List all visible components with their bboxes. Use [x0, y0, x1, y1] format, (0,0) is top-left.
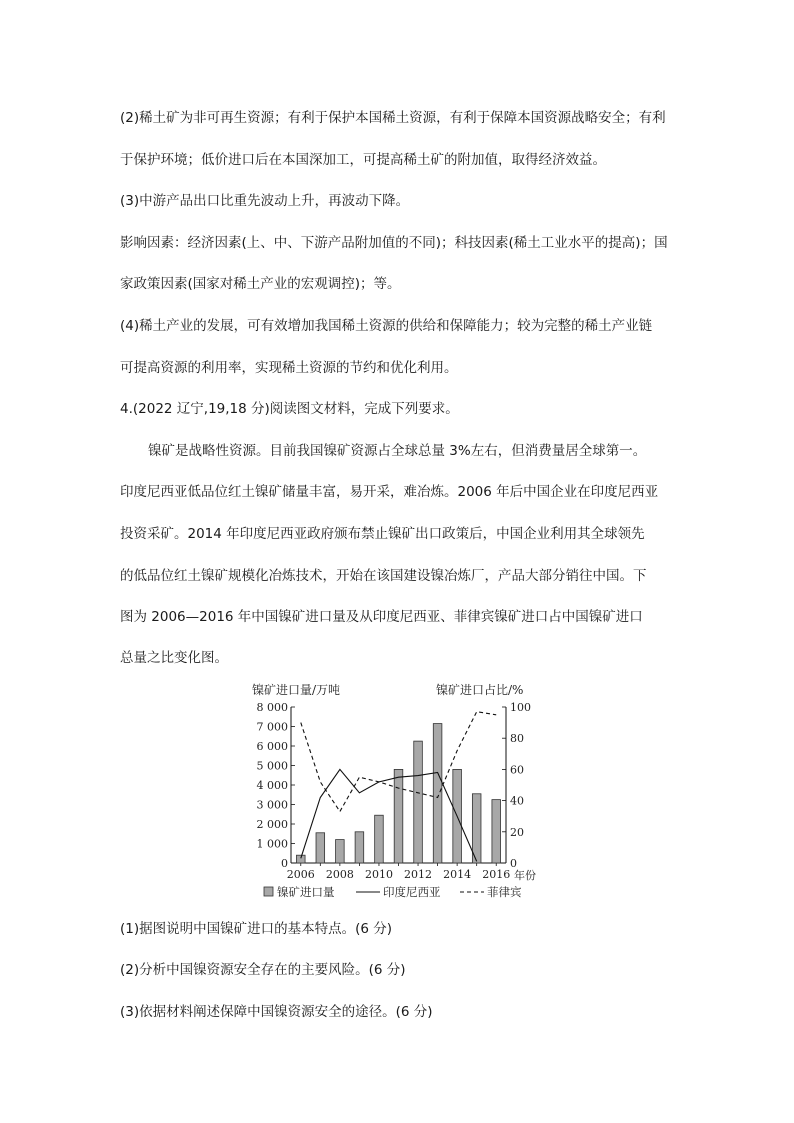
right-tick-label: 20: [510, 825, 524, 839]
left-axis-label: 镍矿进口量/万吨: [252, 683, 341, 697]
bar-nickel-import: [472, 794, 481, 863]
right-tick-label: 0: [510, 857, 517, 870]
plot-area: [257, 701, 532, 881]
left-tick-label: 4 000: [256, 779, 288, 792]
bar-nickel-import: [414, 741, 423, 863]
material-line-2: 印度尼西亚低品位红土镍矿储量丰富，易开采，难冶炼。2006 年后中国企业在印度尼西亚: [120, 484, 659, 500]
left-tick-label: 6 000: [256, 740, 288, 753]
answer-line-2: 于保护环境；低价进口后在本国深加工，可提高稀土矿的附加值，取得经济效益。: [120, 152, 606, 168]
material-line-3: 投资采矿。2014 年印度尼西亚政府颁布禁止镍矿出口政策后，中国企业利用其全球领先: [120, 526, 645, 542]
x-tick-label: 2006: [286, 868, 315, 881]
sub-question-3: (3)依据材料阐述保障中国镍资源安全的途径。(6 分): [120, 1004, 433, 1020]
answer-line-5: 家政策因素(国家对稀土产业的宏观调控)；等。: [120, 276, 401, 292]
bar-nickel-import: [375, 815, 384, 863]
bar-nickel-import: [433, 724, 442, 863]
x-tick-label: 2010: [364, 868, 393, 881]
sub-question-1: (1)据图说明中国镍矿进口的基本特点。(6 分): [120, 921, 393, 937]
left-tick-label: 0: [281, 857, 288, 870]
answer-line-3: (3)中游产品出口比重先波动上升，再波动下降。: [120, 193, 410, 209]
material-line-6: 总量之比变化图。: [120, 650, 228, 666]
left-tick-label: 8 000: [256, 701, 288, 714]
chart-svg: [250, 680, 550, 905]
right-tick-label: 100: [510, 701, 531, 714]
left-tick-label: 2 000: [256, 818, 288, 831]
legend-philippines-label: 菲律宾: [487, 885, 522, 899]
bar-nickel-import: [492, 800, 501, 863]
chart-legend: [264, 885, 522, 899]
left-tick-label: 7 000: [256, 720, 288, 734]
left-tick-label: 3 000: [256, 798, 288, 812]
x-tick-label: 2012: [404, 868, 433, 881]
material-line-1: 镍矿是战略性资源。目前我国镍矿资源占全球总量 3%左右，但消费量居全球第一。: [148, 443, 647, 459]
right-axis-label: 镍矿进口占比/%: [436, 683, 524, 697]
legend-bar-label: 镍矿进口量: [277, 885, 335, 899]
left-tick-label: 1 000: [256, 837, 288, 851]
answer-line-7: 可提高资源的利用率，实现稀土资源的节约和优化利用。: [120, 360, 458, 376]
line-indonesia: [301, 769, 477, 861]
x-tick-label: 2014: [443, 868, 472, 881]
material-line-4: 的低品位红土镍矿规模化冶炼技术，开始在该国建设镍冶炼厂，产品大部分销往中国。下: [120, 568, 647, 584]
question-heading: 4.(2022 辽宁,19,18 分)阅读图文材料，完成下列要求。: [120, 401, 459, 417]
left-tick-label: 5 000: [256, 759, 288, 773]
nickel-import-chart: [250, 680, 550, 905]
x-axis-unit: 年份: [514, 869, 536, 882]
legend-indonesia-label: 印度尼西亚: [383, 885, 441, 899]
bar-nickel-import: [336, 840, 345, 863]
material-line-5: 图为 2006—2016 年中国镍矿进口量及从印度尼西亚、菲律宾镍矿进口占中国镍矿进口: [120, 609, 643, 625]
answer-line-4: 影响因素：经济因素(上、中、下游产品附加值的不同)；科技因素(稀土工业水平的提高)；国: [120, 235, 668, 251]
right-tick-label: 60: [510, 763, 524, 777]
bar-nickel-import: [355, 832, 364, 863]
bar-nickel-import: [296, 855, 305, 863]
right-tick-label: 40: [510, 794, 524, 808]
right-tick-label: 80: [510, 732, 524, 746]
answer-line-6: (4)稀土产业的发展，可有效增加我国稀土资源的供给和保障能力；较为完整的稀土产业链: [120, 318, 653, 334]
answer-line-1: (2)稀土矿为非可再生资源；有利于保护本国稀土资源，有利于保障本国资源战略安全；有利: [120, 110, 666, 126]
sub-question-2: (2)分析中国镍资源安全存在的主要风险。(6 分): [120, 962, 406, 978]
legend-bar-swatch: [264, 887, 273, 896]
bar-nickel-import: [316, 833, 325, 863]
x-tick-label: 2008: [325, 868, 354, 881]
bar-nickel-import: [394, 769, 403, 863]
x-tick-label: 2016: [482, 868, 511, 881]
